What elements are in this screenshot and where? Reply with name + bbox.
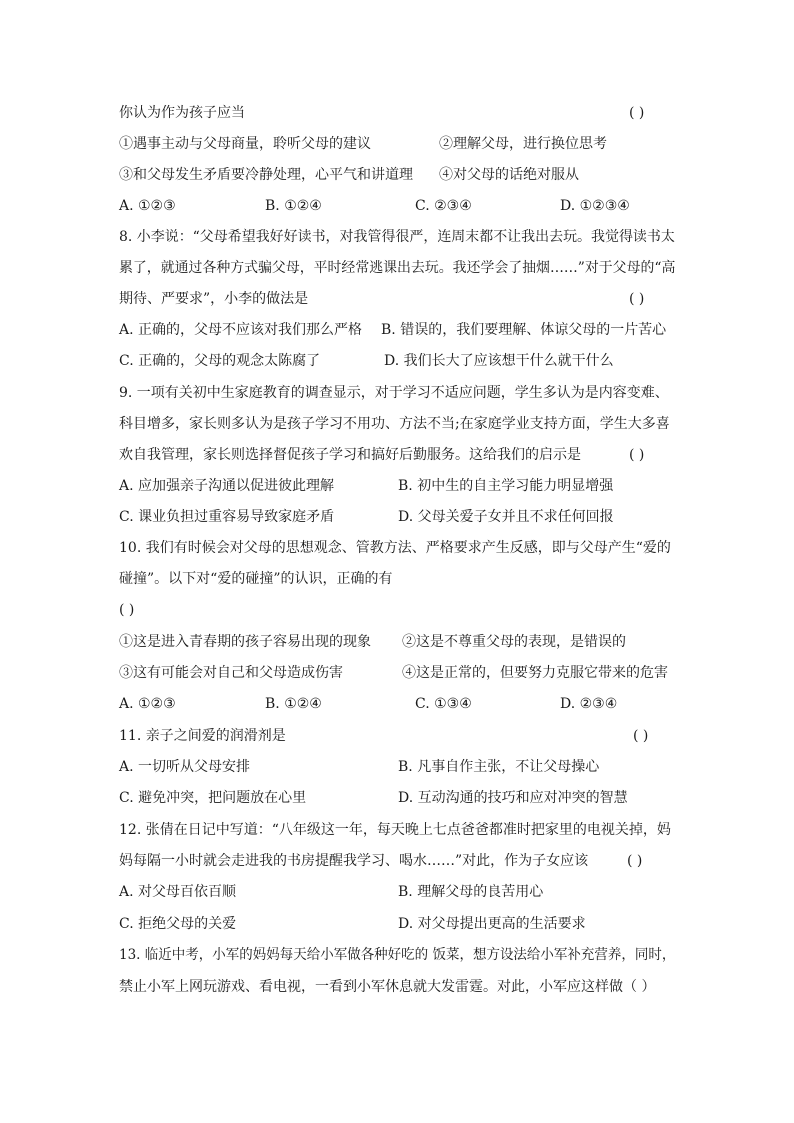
q8-stem-text-3: 期待、严要求”，小李的做法是 xyxy=(119,291,309,307)
q10-answer-bracket: ( ) xyxy=(119,602,135,618)
q13-stem-line-2 xyxy=(119,975,675,999)
q13-stem-text-2: 禁止小军上网玩游戏、看电视，一看到小军休息就大发雷霆。对此，小军应这样做（ ） xyxy=(119,979,656,995)
q12-option-d: D. 对父母提出更高的生活要求 xyxy=(398,916,586,932)
q13-stem-text-1: 13. 临近中考，小军的妈妈每天给小军做各种好吃的 饭菜，想方设法给小军补充营养，同时， xyxy=(119,947,676,963)
q11-option-b: B. 凡事自作主张，不让父母操心 xyxy=(398,759,600,775)
q8-stem-line-3 xyxy=(119,287,675,311)
q11-stem-text: 11. 亲子之间爱的润滑剂是 xyxy=(119,728,286,744)
q8-option-c: C. 正确的，父母的观念太陈腐了 xyxy=(119,353,321,369)
q9-option-c: C. 课业负担过重容易导致家庭矛盾 xyxy=(119,509,335,525)
q7-option-c: C. ②③④ xyxy=(415,198,472,214)
q7-item-1: ①遇事主动与父母商量，聆听父母的建议 xyxy=(119,136,371,152)
q8-option-d: D. 我们长大了应该想干什么就干什么 xyxy=(384,353,614,369)
q9-answer-bracket: ( ) xyxy=(629,447,645,463)
q12-stem-line-1 xyxy=(119,818,675,842)
q9-stem-line-3 xyxy=(119,443,675,467)
q7-stem-text: 你认为作为孩子应当 xyxy=(119,105,245,121)
q11-option-a: A. 一切听从父母安排 xyxy=(119,759,251,775)
q10-stem-text-1: 10. 我们有时候会对父母的思想观念、管教方法、严格要求产生反感，即与父母产生“爱的 xyxy=(119,540,671,556)
q12-option-a: A. 对父母百依百顺 xyxy=(119,884,237,900)
q10-options-row xyxy=(119,692,675,716)
q7-items-row-2 xyxy=(119,163,675,187)
q10-option-d: D. ②③④ xyxy=(560,696,618,712)
q9-options-row-2 xyxy=(119,505,675,529)
q12-option-c: C. 拒绝父母的关爱 xyxy=(119,916,237,932)
q10-stem-text-2: 碰撞”。以下对“爱的碰撞”的认识，正确的有 xyxy=(119,571,393,587)
q10-items-row-1 xyxy=(119,630,675,654)
q11-options-row-1 xyxy=(119,755,675,779)
q7-answer-bracket: ( ) xyxy=(629,105,645,121)
q11-option-d: D. 互动沟通的技巧和应对冲突的智慧 xyxy=(398,790,628,806)
q11-options-row-2 xyxy=(119,786,675,810)
q7-options-row xyxy=(119,194,675,218)
q8-stem-line-1 xyxy=(119,225,675,249)
q7-item-4: ④对父母的话绝对服从 xyxy=(439,167,579,183)
q12-stem-text-1: 12. 张倩在日记中写道：“八年级这一年，每天晚上七点爸爸都准时把家里的电视关掉，妈 xyxy=(119,822,671,838)
q10-item-1: ①这是进入青春期的孩子容易出现的现象 xyxy=(119,634,371,650)
q7-item-3: ③和父母发生矛盾要冷静处理，心平气和讲道理 xyxy=(119,167,413,183)
q12-options-row-1 xyxy=(119,880,675,904)
q12-stem-line-2 xyxy=(119,849,675,873)
q11-answer-bracket: ( ) xyxy=(633,728,649,744)
q9-stem-line-1 xyxy=(119,381,675,405)
q10-stem-line-1 xyxy=(119,536,675,560)
q10-item-4: ④这是正常的，但要努力克服它带来的危害 xyxy=(402,665,668,681)
q10-bracket-line xyxy=(119,598,675,622)
q7-items-row-1 xyxy=(119,132,675,156)
q7-stem-line xyxy=(119,101,675,125)
q9-options-row-1 xyxy=(119,474,675,498)
q9-stem-line-2 xyxy=(119,412,675,436)
q12-options-row-2 xyxy=(119,912,675,936)
q10-stem-line-2 xyxy=(119,567,675,591)
q10-items-row-2 xyxy=(119,661,675,685)
q11-option-c: C. 避免冲突，把问题放在心里 xyxy=(119,790,307,806)
q8-option-b: B. 错误的，我们要理解、体谅父母的一片苦心 xyxy=(381,322,667,338)
q8-option-a: A. 正确的，父母不应该对我们那么严格 xyxy=(119,322,363,338)
q10-option-b: B. ①②④ xyxy=(265,696,322,712)
q10-item-3: ③这有可能会对自己和父母造成伤害 xyxy=(119,665,343,681)
q7-option-d: D. ①②③④ xyxy=(560,198,630,214)
q8-answer-bracket: ( ) xyxy=(629,291,645,307)
q9-stem-text-2: 科目增多，家长则多认为是孩子学习不用功、方法不当;在家庭学业支持方面，学生大多喜 xyxy=(119,416,670,432)
q13-stem-line-1 xyxy=(119,943,675,967)
q10-item-2: ②这是不尊重父母的表现，是错误的 xyxy=(402,634,626,650)
q9-stem-text-1: 9. 一项有关初中生家庭教育的调查显示，对于学习不适应问题，学生多认为是内容变难、 xyxy=(119,385,669,401)
q8-stem-text-1: 8. 小李说：“父母希望我好好读书，对我管得很严，连周末都不让我出去玩。我觉得读书太 xyxy=(119,229,675,245)
q8-options-row-1 xyxy=(119,318,675,342)
q12-option-b: B. 理解父母的良苦用心 xyxy=(398,884,544,900)
q12-stem-text-2: 妈每隔一小时就会走进我的书房提醒我学习、喝水……”对此，作为子女应该 xyxy=(119,853,589,869)
q12-answer-bracket: ( ) xyxy=(627,853,643,869)
q7-item-2: ②理解父母，进行换位思考 xyxy=(439,136,607,152)
q11-stem-line xyxy=(119,724,675,748)
q8-stem-line-2 xyxy=(119,256,675,280)
q10-option-c: C. ①③④ xyxy=(415,696,472,712)
q7-option-b: B. ①②④ xyxy=(265,198,322,214)
q9-option-d: D. 父母关爱子女并且不求任何回报 xyxy=(398,509,614,525)
q8-options-row-2 xyxy=(119,349,675,373)
q10-option-a: A. ①②③ xyxy=(119,696,176,712)
q9-option-a: A. 应加强亲子沟通以促进彼此理解 xyxy=(119,478,335,494)
q9-option-b: B. 初中生的自主学习能力明显增强 xyxy=(398,478,614,494)
q8-stem-text-2: 累了，就通过各种方式骗父母，平时经常逃课出去玩。我还学会了抽烟……”对于父母的“高 xyxy=(119,260,676,276)
q7-option-a: A. ①②③ xyxy=(119,198,176,214)
q9-stem-text-3: 欢自我管理，家长则选择督促孩子学习和搞好后勤服务。这给我们的启示是 xyxy=(119,447,581,463)
